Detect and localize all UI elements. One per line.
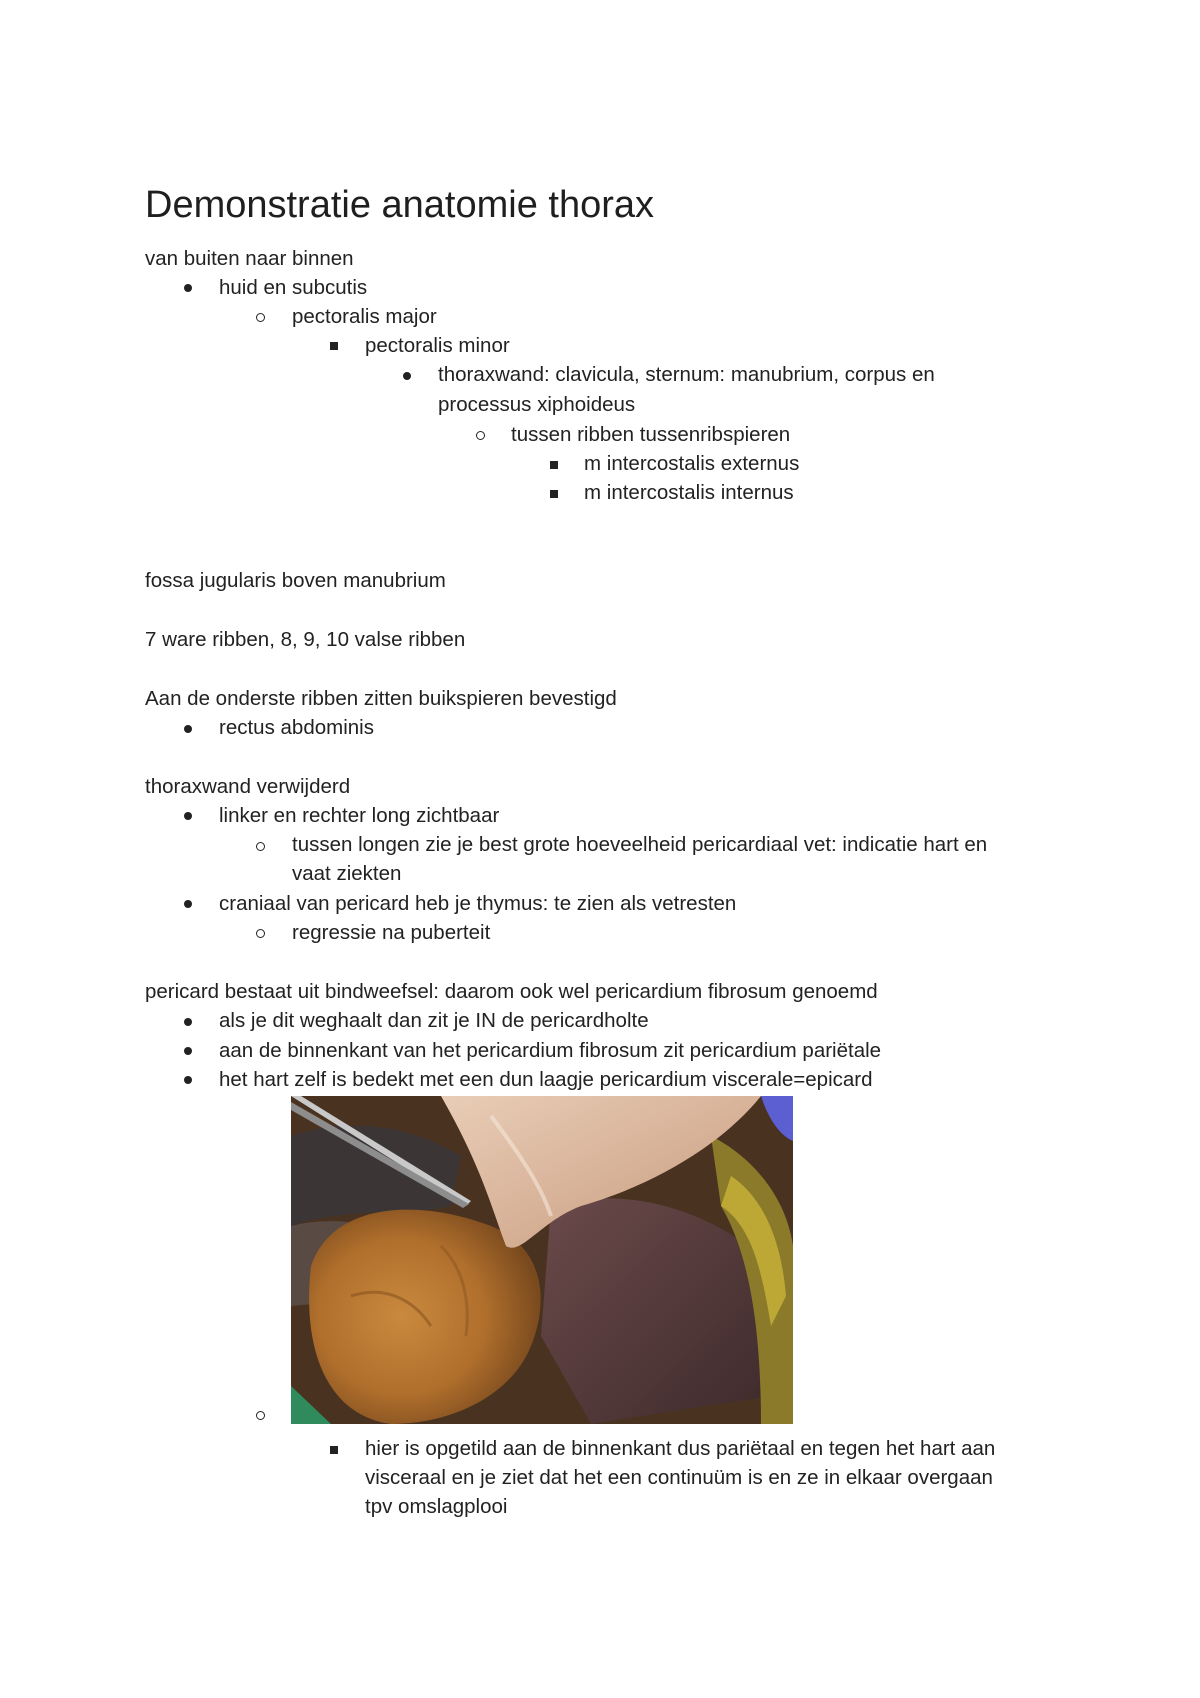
disc-bullet-icon bbox=[184, 1076, 192, 1084]
list-item: m intercostalis externus bbox=[584, 452, 800, 475]
list-item: pectoralis major bbox=[292, 305, 437, 328]
disc-bullet-icon bbox=[403, 372, 411, 380]
list-item-continuation: vaat ziekten bbox=[292, 862, 402, 885]
disc-bullet-icon bbox=[184, 1047, 192, 1055]
image-caption: hier is opgetild aan de binnenkant dus pariëtaal en tegen het hart aan bbox=[365, 1437, 996, 1460]
list-item: huid en subcutis bbox=[219, 276, 368, 299]
section-intro: van buiten naar binnen bbox=[145, 247, 354, 270]
circle-bullet-icon bbox=[256, 313, 265, 322]
square-bullet-icon bbox=[330, 342, 338, 350]
disc-bullet-icon bbox=[184, 900, 192, 908]
section-intro: thoraxwand verwijderd bbox=[145, 775, 351, 798]
list-item: het hart zelf is bedekt met een dun laagje pericardium viscerale=epicard bbox=[219, 1068, 873, 1091]
list-item: craniaal van pericard heb je thymus: te zien als vetresten bbox=[219, 892, 737, 915]
list-item: pectoralis minor bbox=[365, 334, 510, 357]
square-bullet-icon bbox=[550, 461, 558, 469]
list-item: rectus abdominis bbox=[219, 716, 374, 739]
page-title: Demonstratie anatomie thorax bbox=[145, 184, 655, 226]
image-caption-continuation: visceraal en je ziet dat het een continuüm is en ze in elkaar overgaan bbox=[365, 1466, 993, 1489]
dissection-photo-icon bbox=[291, 1096, 793, 1424]
list-item: als je dit weghaalt dan zit je IN de pericardholte bbox=[219, 1009, 649, 1032]
list-item: regressie na puberteit bbox=[292, 921, 491, 944]
dissection-photo bbox=[291, 1096, 793, 1424]
square-bullet-icon bbox=[330, 1446, 338, 1454]
section-intro: Aan de onderste ribben zitten buikspieren bevestigd bbox=[145, 687, 617, 710]
paragraph: fossa jugularis boven manubrium bbox=[145, 569, 446, 592]
list-item-continuation: processus xiphoideus bbox=[438, 393, 636, 416]
list-item: m intercostalis internus bbox=[584, 481, 794, 504]
circle-bullet-icon bbox=[476, 431, 485, 440]
disc-bullet-icon bbox=[184, 725, 192, 733]
list-item: tussen longen zie je best grote hoeveelheid pericardiaal vet: indicatie hart en bbox=[292, 833, 988, 856]
section-intro: pericard bestaat uit bindweefsel: daarom ook wel pericardium fibrosum genoemd bbox=[145, 980, 878, 1003]
list-item: linker en rechter long zichtbaar bbox=[219, 804, 500, 827]
disc-bullet-icon bbox=[184, 284, 192, 292]
list-item: tussen ribben tussenribspieren bbox=[511, 423, 791, 446]
circle-bullet-icon bbox=[256, 842, 265, 851]
circle-bullet-icon bbox=[256, 1411, 265, 1420]
list-item: thoraxwand: clavicula, sternum: manubrium, corpus en bbox=[438, 363, 935, 386]
image-caption-continuation: tpv omslagplooi bbox=[365, 1495, 508, 1518]
disc-bullet-icon bbox=[184, 812, 192, 820]
paragraph: 7 ware ribben, 8, 9, 10 valse ribben bbox=[145, 628, 466, 651]
disc-bullet-icon bbox=[184, 1018, 192, 1026]
square-bullet-icon bbox=[550, 490, 558, 498]
circle-bullet-icon bbox=[256, 929, 265, 938]
list-item: aan de binnenkant van het pericardium fibrosum zit pericardium pariëtale bbox=[219, 1039, 882, 1062]
